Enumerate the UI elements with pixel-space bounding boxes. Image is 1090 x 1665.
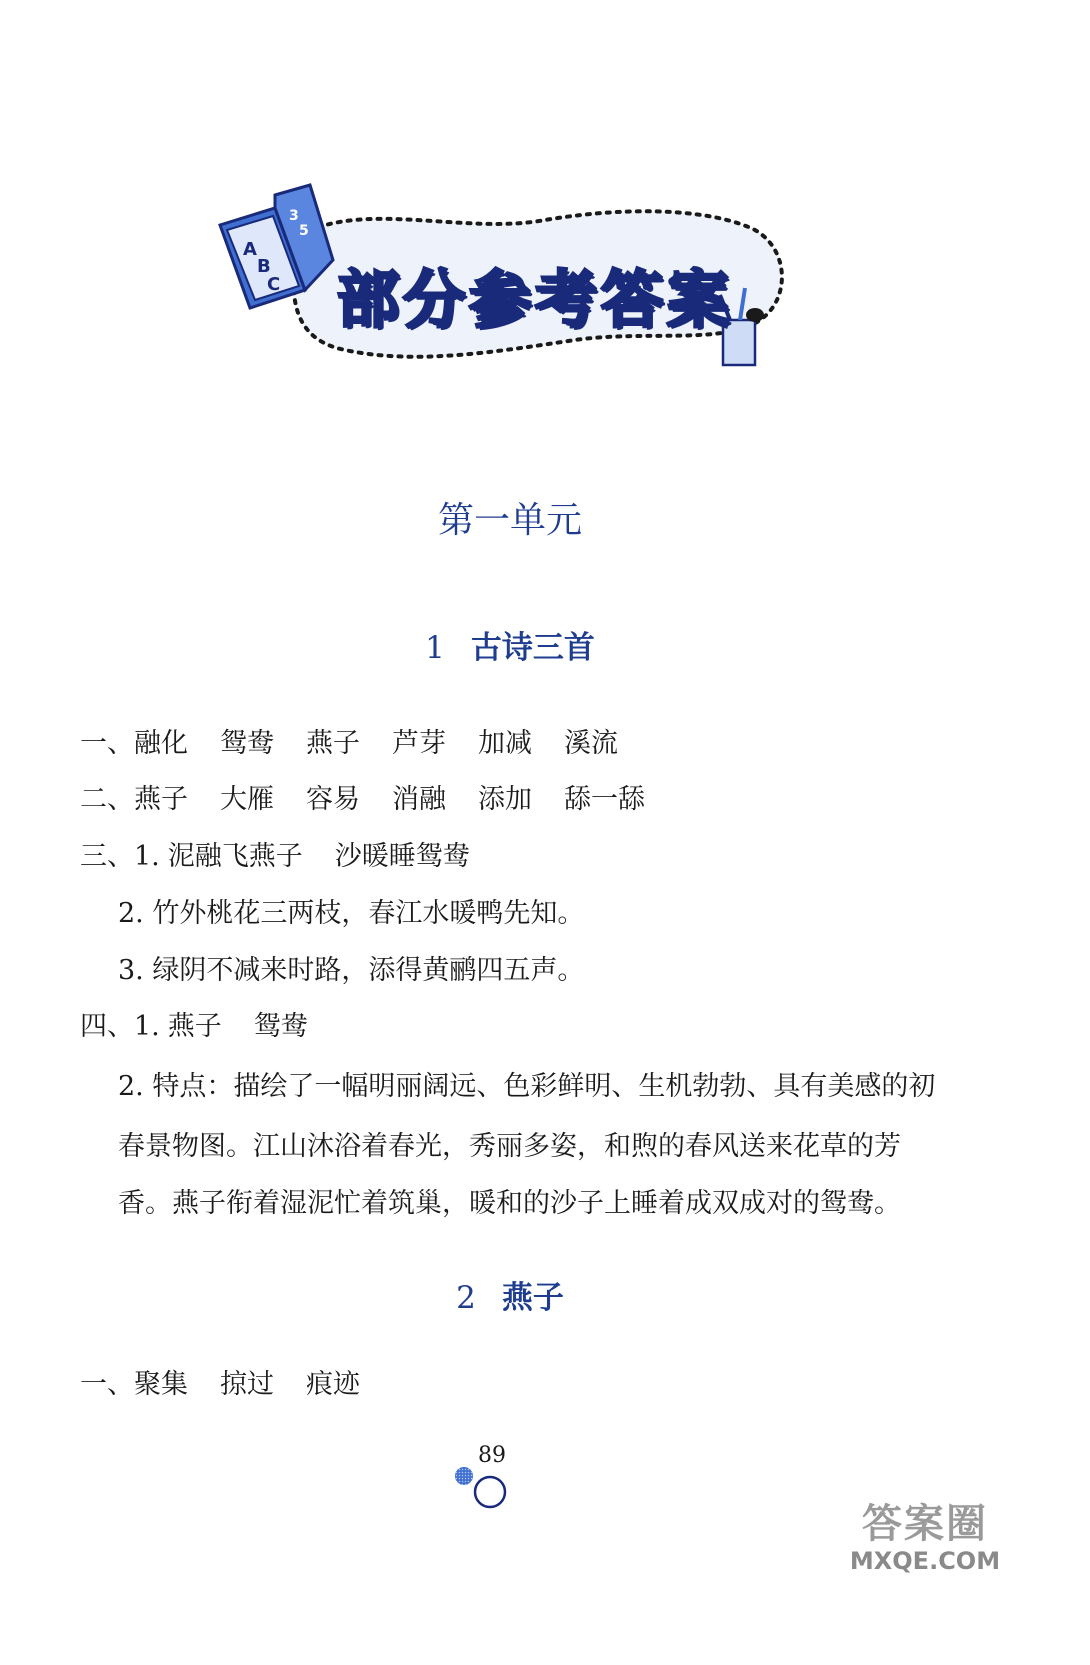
answer-word: 痕迹 — [306, 1369, 360, 1400]
svg-text:3: 3 — [289, 208, 299, 224]
watermark — [830, 1492, 1020, 1575]
lesson-name: 古诗三首 — [470, 630, 595, 666]
answer-word: 沙暖睡鸳鸯 — [334, 841, 470, 872]
answer-line-4: 2. 竹外桃花三两枝，春江水暖鸭先知。 — [118, 898, 585, 929]
lesson-title-1 — [0, 622, 1020, 667]
unit-title: 第一单元 — [437, 500, 582, 541]
svg-text:5: 5 — [299, 223, 309, 239]
answer-word: 掠过 — [220, 1369, 274, 1400]
question-label: 二、 — [80, 784, 134, 815]
answer-line-1 — [80, 727, 618, 761]
answer-line-2 — [80, 783, 645, 817]
banner-title: 部分参考答案 — [336, 263, 733, 336]
lesson-number: 1 — [425, 630, 445, 666]
answer-word: 芦芽 — [392, 728, 446, 759]
svg-text:A: A — [243, 239, 257, 260]
svg-text:B: B — [257, 256, 271, 277]
question-label: 一、 — [80, 728, 134, 759]
answer-word: 融化 — [134, 728, 188, 759]
answer-word: 添加 — [478, 784, 532, 815]
answer-line-8: 春景物图。江山沐浴着春光，秀丽多姿，和煦的春风送来花草的芳 — [118, 1131, 901, 1162]
answer-word: 燕子 — [306, 728, 360, 759]
answer-word: 聚集 — [134, 1369, 188, 1400]
answer-word: 燕子 — [167, 1011, 222, 1042]
answer-word: 容易 — [306, 784, 360, 815]
answer-word: 舔一舔 — [564, 784, 645, 815]
sub-number: 1. — [134, 1011, 160, 1042]
answer-word: 燕子 — [134, 784, 188, 815]
lesson-name: 燕子 — [501, 1280, 564, 1316]
sub-number: 1. — [134, 841, 160, 872]
answer-line-3 — [80, 840, 470, 874]
title-banner — [215, 180, 795, 390]
answer-word: 鸳鸯 — [220, 728, 274, 759]
question-label: 一、 — [80, 1369, 134, 1400]
page-number: 89 — [478, 1443, 506, 1468]
watermark-url: MXQE.COM — [849, 1547, 1001, 1575]
answer-word: 溪流 — [564, 728, 618, 759]
question-label: 三、 — [80, 841, 134, 872]
answer-word: 消融 — [392, 784, 446, 815]
answer-line-10 — [80, 1368, 360, 1402]
answer-word: 加减 — [478, 728, 532, 759]
answer-word: 泥融飞燕子 — [167, 841, 303, 872]
watermark-logo: 答案圈 — [862, 1501, 988, 1547]
question-label: 四、 — [80, 1011, 134, 1042]
lesson-title-2 — [0, 1272, 1020, 1317]
lesson-number: 2 — [456, 1280, 476, 1316]
page-number-decoration — [452, 1462, 522, 1512]
svg-text:C: C — [267, 274, 281, 295]
answer-line-5: 3. 绿阴不减来时路，添得黄鹂四五声。 — [118, 955, 585, 986]
answer-word: 大雁 — [220, 784, 274, 815]
answer-line-6 — [80, 1010, 308, 1044]
answer-line-9: 香。燕子衔着湿泥忙着筑巢，暖和的沙子上睡着成双成对的鸳鸯。 — [118, 1188, 901, 1219]
answer-line-7: 2. 特点：描绘了一幅明丽阔远、色彩鲜明、生机勃勃、具有美感的初 — [118, 1071, 936, 1102]
answer-word: 鸳鸯 — [253, 1011, 308, 1042]
